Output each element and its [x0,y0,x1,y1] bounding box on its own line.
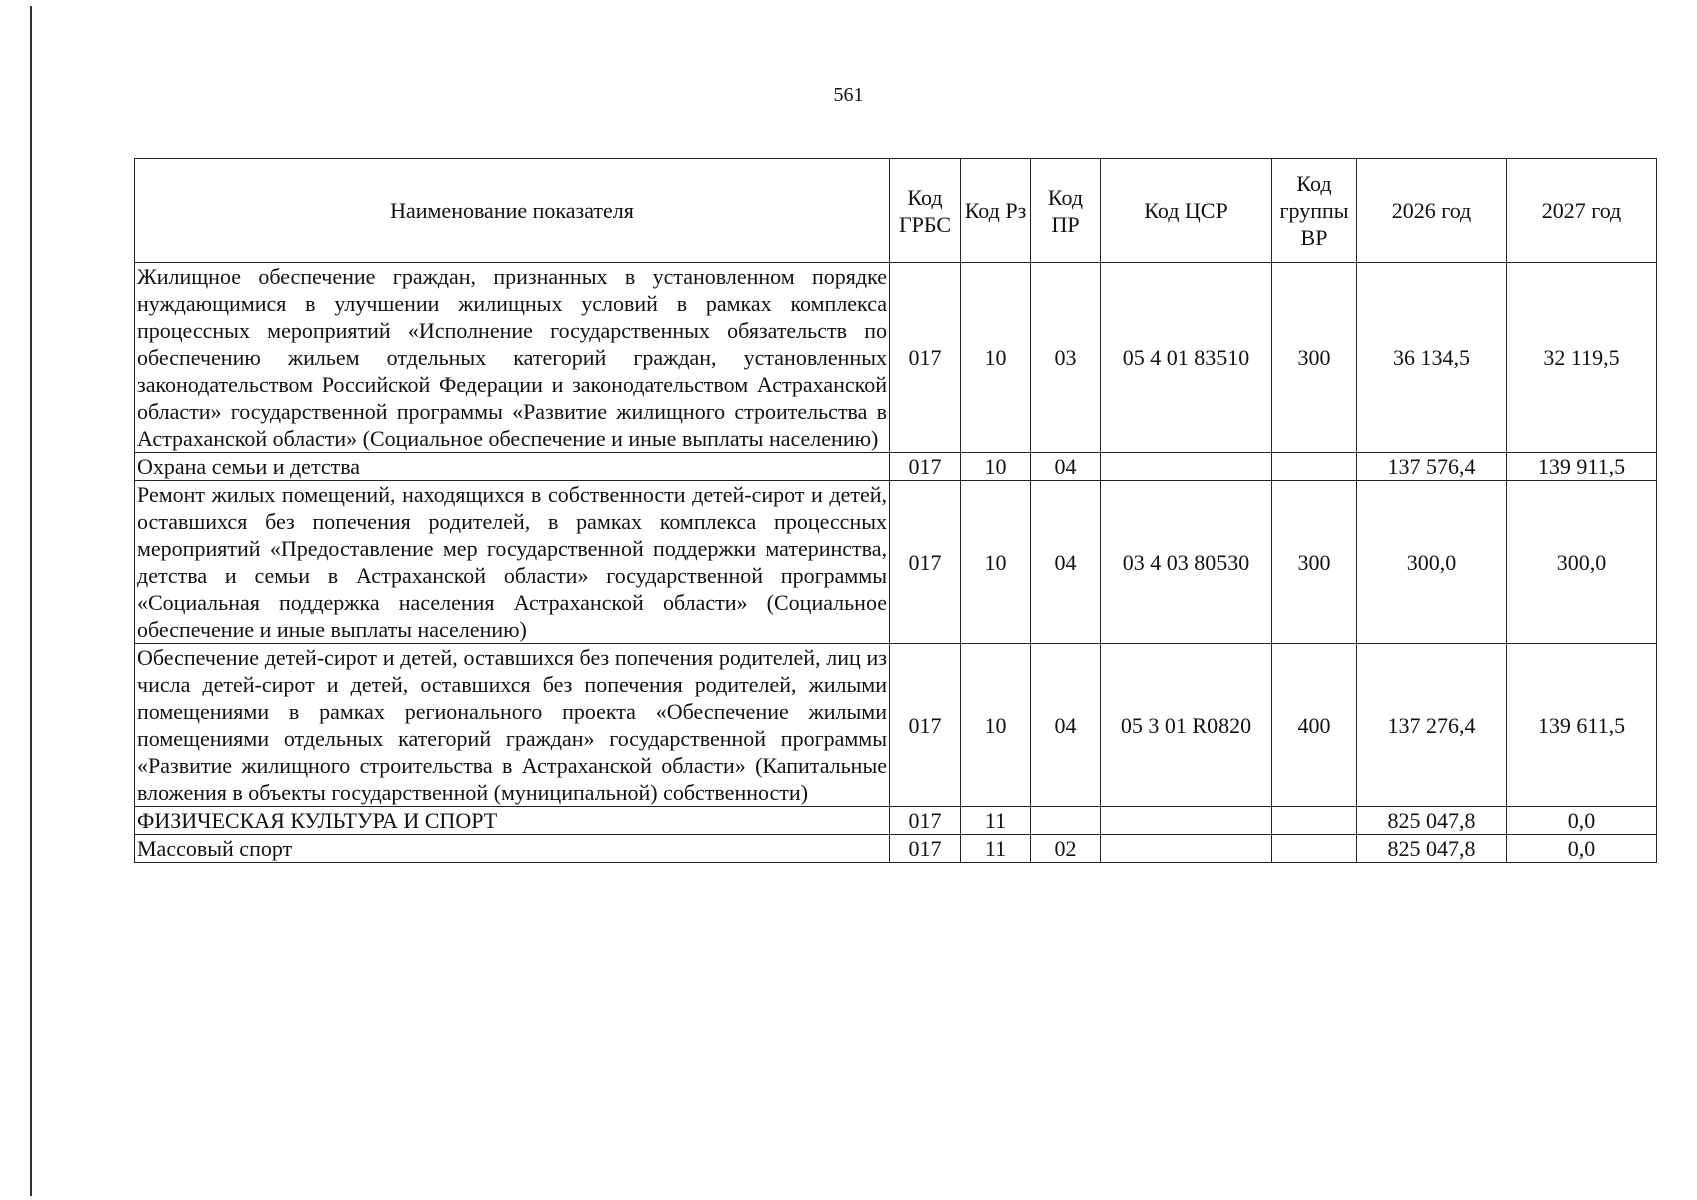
row-pr [1031,807,1101,835]
header-2026: 2026 год [1357,159,1507,263]
row-rz: 10 [961,481,1031,644]
scan-margin-line [30,6,32,1196]
row-2027: 139 911,5 [1507,453,1657,481]
row-grbs: 017 [890,644,961,807]
row-2027: 300,0 [1507,481,1657,644]
page-number: 561 [833,84,864,106]
row-2026: 825 047,8 [1357,835,1507,863]
row-name: Охрана семьи и детства [135,453,890,481]
row-grbs: 017 [890,481,961,644]
header-rz: Код Рз [961,159,1031,263]
row-csr: 05 3 01 R0820 [1101,644,1272,807]
row-pr: 03 [1031,263,1101,453]
row-rz: 11 [961,835,1031,863]
row-vr [1272,453,1357,481]
row-name: Ремонт жилых помещений, находящихся в собственности детей-сирот и детей, оставшихся без попечения родителей, в рамках комплекса процессных мероприятий «Предоставление мер государственной поддержки материнства, детства и семьи в Астраханской области» государственной программы «Социальная поддержка населения Астраханской области» (Социальное обеспечение и иные выплаты населению) [135,481,890,644]
row-pr: 04 [1031,644,1101,807]
budget-table [134,158,1657,863]
row-pr: 02 [1031,835,1101,863]
row-vr: 400 [1272,644,1357,807]
row-vr [1272,807,1357,835]
row-csr: 03 4 03 80530 [1101,481,1272,644]
row-rz: 11 [961,807,1031,835]
row-2027: 0,0 [1507,807,1657,835]
header-pr: Код ПР [1031,159,1101,263]
row-name: Массовый спорт [135,835,890,863]
header-csr: Код ЦСР [1101,159,1272,263]
table-row [135,644,1657,807]
row-pr: 04 [1031,453,1101,481]
header-grbs: Код ГРБС [890,159,961,263]
row-grbs: 017 [890,263,961,453]
row-rz: 10 [961,644,1031,807]
table-row [135,835,1657,863]
table-header-row [135,159,1657,263]
row-2026: 137 576,4 [1357,453,1507,481]
row-name: Обеспечение детей-сирот и детей, оставшихся без попечения родителей, лиц из числа детей-сирот и детей, оставшихся без попечения родителей, жилыми помещениями в рамках регионального проекта «Обеспечение жилыми помещениями отдельных категорий граждан» государственной программы «Развитие жилищного строительства в Астраханской области» (Капитальные вложения в объекты государственной (муниципальной) собственности) [135,644,890,807]
row-2027: 32 119,5 [1507,263,1657,453]
row-vr: 300 [1272,481,1357,644]
row-vr: 300 [1272,263,1357,453]
row-pr: 04 [1031,481,1101,644]
row-2026: 300,0 [1357,481,1507,644]
row-name: Жилищное обеспечение граждан, признанных в установленном порядке нуждающимися в улучшении жилищных условий в рамках комплекса процессных мероприятий «Исполнение государственных обязательств по обеспечению жильем отдельных категорий граждан, установленных законодательством Российской Федерации и законодательством Астраханской области» государственной программы «Развитие жилищного строительства в Астраханской области» (Социальное обеспечение и иные выплаты населению) [135,263,890,453]
row-2027: 139 611,5 [1507,644,1657,807]
header-2027: 2027 год [1507,159,1657,263]
table-row [135,807,1657,835]
table-row [135,263,1657,453]
row-2026: 137 276,4 [1357,644,1507,807]
row-2026: 825 047,8 [1357,807,1507,835]
header-name: Наименование показателя [135,159,890,263]
row-name: ФИЗИЧЕСКАЯ КУЛЬТУРА И СПОРТ [135,807,890,835]
row-grbs: 017 [890,807,961,835]
header-vr: Код группы ВР [1272,159,1357,263]
table-row [135,453,1657,481]
row-2026: 36 134,5 [1357,263,1507,453]
row-2027: 0,0 [1507,835,1657,863]
row-grbs: 017 [890,453,961,481]
row-csr [1101,835,1272,863]
row-vr [1272,835,1357,863]
row-rz: 10 [961,453,1031,481]
row-csr [1101,453,1272,481]
row-csr [1101,807,1272,835]
row-csr: 05 4 01 83510 [1101,263,1272,453]
table-row [135,481,1657,644]
row-rz: 10 [961,263,1031,453]
row-grbs: 017 [890,835,961,863]
